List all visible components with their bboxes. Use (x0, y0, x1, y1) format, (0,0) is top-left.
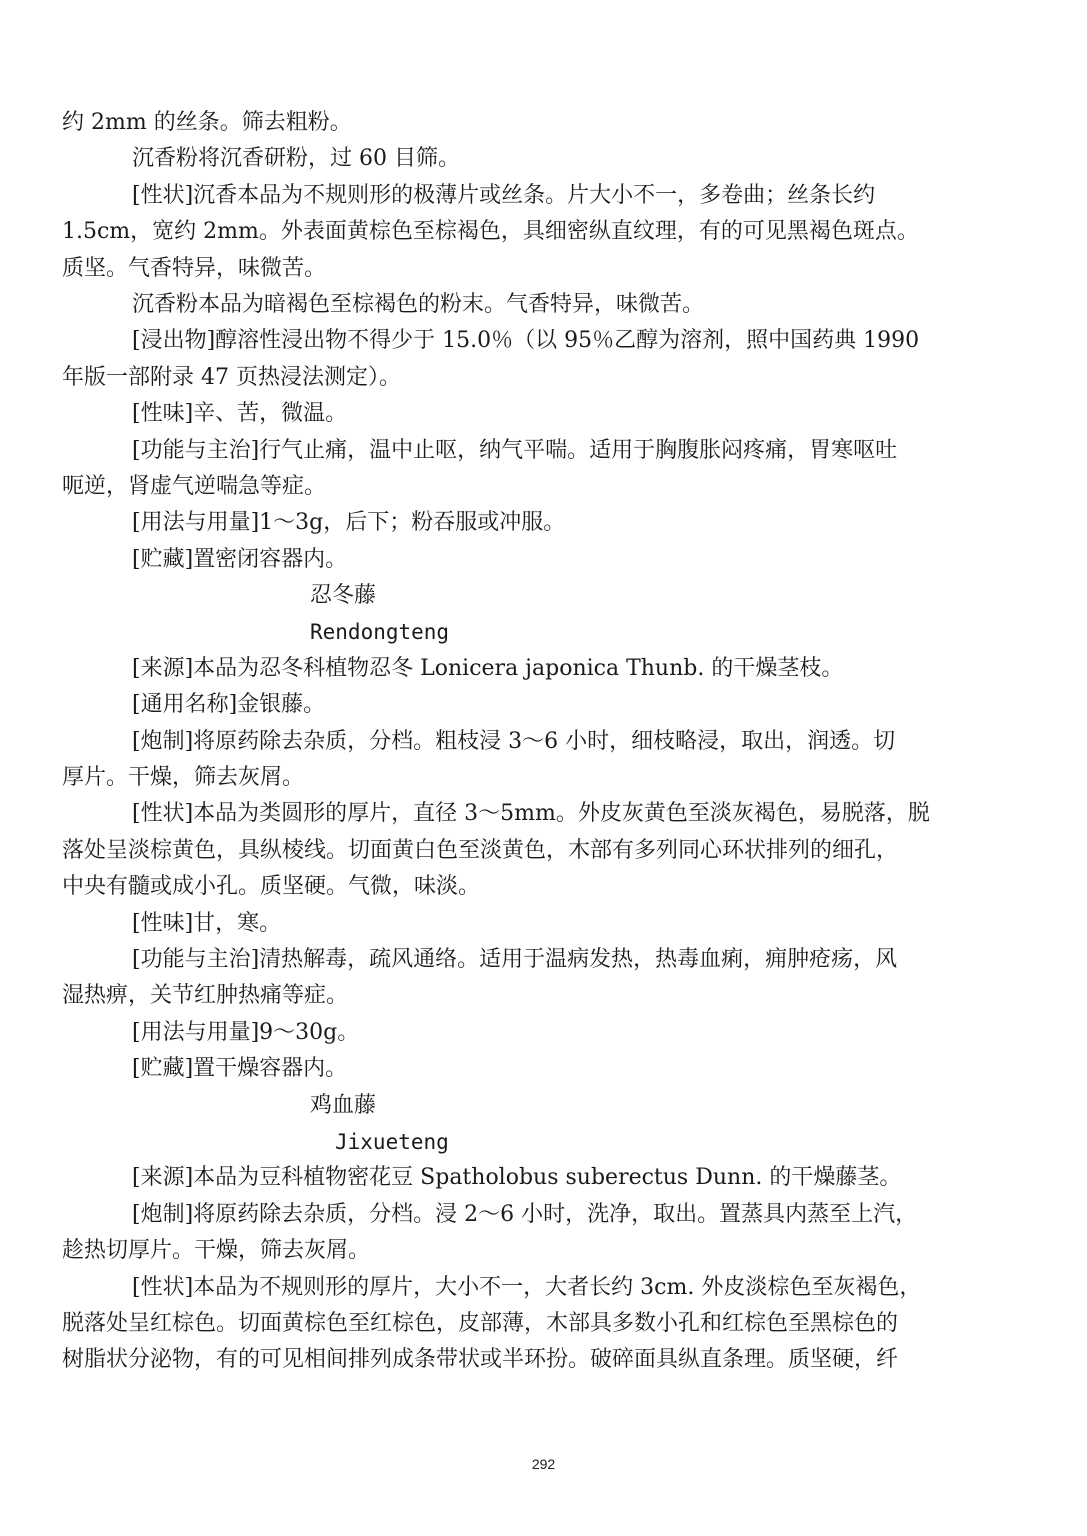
text-line: 厚片。干燥，筛去灰屑。 (62, 765, 305, 791)
text-line: 沉香粉将沉香研粉，过 60 目筛。 (132, 146, 460, 172)
text-line: 呃逆，肾虚气逆喘急等症。 (62, 473, 327, 499)
text-line: [用法与用量]9～30g。 (132, 1019, 360, 1045)
text-line: [贮藏]置密闭容器内。 (132, 546, 348, 572)
text-line: [用法与用量]1～3g，后下；粉吞服或冲服。 (132, 510, 566, 536)
text-line: [性味]辛、苦，微温。 (132, 401, 348, 427)
text-line: [性状]本品为类圆形的厚片，直径 3～5mm。外皮灰黄色至淡灰褐色，易脱落，脱 (132, 801, 930, 827)
text-line: [来源]本品为豆科植物密花豆 Spatholobus suberectus Dunn. 的干燥藤茎。 (132, 1165, 902, 1191)
entry-title: 忍冬藤 (310, 583, 377, 609)
text-line: 树脂状分泌物，有的可见相间排列成条带状或半环扮。破碎面具纵直条理。质坚硬，纤 (62, 1347, 899, 1373)
text-line: 质坚。气香特异，味微苦。 (62, 255, 327, 281)
text-line: [功能与主治]清热解毒，疏风通络。适用于温病发热，热毒血痢，痈肿疮疡，风 (132, 946, 898, 972)
text-line: 湿热痹，关节红肿热痛等症。 (62, 983, 349, 1009)
text-line: 1.5cm，宽约 2mm。外表面黄棕色至棕褐色，具细密纵直纹理，有的可见黑褐色斑点。 (62, 219, 919, 245)
text-line: [贮藏]置干燥容器内。 (132, 1056, 348, 1082)
page-number: 292 (531, 1456, 556, 1472)
text-line: [炮制]将原药除去杂质，分档。粗枝浸 3～6 小时，细枝略浸，取出，润透。切 (132, 728, 896, 754)
text-line: 脱落处呈红棕色。切面黄棕色至红棕色，皮部薄，木部具多数小孔和红棕色至黑棕色的 (62, 1310, 899, 1336)
text-line: 趁热切厚片。干燥，筛去灰屑。 (62, 1238, 371, 1264)
text-line: 约 2mm 的丝条。筛去粗粉。 (62, 110, 352, 135)
text-line: [性状]本品为不规则形的厚片，大小不一，大者长约 3cm. 外皮淡棕色至灰褐色， (132, 1274, 922, 1300)
text-line: 落处呈淡棕黄色，具纵棱线。切面黄白色至淡黄色，木部有多列同心环状排列的细孔， (62, 837, 899, 863)
document-body (62, 105, 1027, 1379)
text-line: 年版一部附录 47 页热浸法测定）。 (62, 364, 401, 390)
text-line: 中央有髓或成小孔。质坚硬。气微，味淡。 (62, 874, 481, 900)
entry-pinyin: Jixueteng (335, 1129, 449, 1154)
text-line: [浸出物]醇溶性浸出物不得少于 15.0％（以 95％乙醇为溶剂，照中国药典 1990 (132, 328, 920, 354)
text-line: [功能与主治]行气止痛，温中止呕，纳气平喘。适用于胸腹胀闷疼痛，胃寒呕吐 (132, 437, 898, 463)
text-line: [通用名称]金银藤。 (132, 692, 326, 718)
text-line: [性状]沉香本品为不规则形的极薄片或丝条。片大小不一，多卷曲；丝条长约 (132, 182, 876, 208)
entry-pinyin: Rendongteng (310, 620, 450, 645)
text-line: 沉香粉本品为暗褐色至棕褐色的粉末。气香特异，味微苦。 (132, 291, 705, 317)
text-line: [来源]本品为忍冬科植物忍冬 Lonicera japonica Thunb. 的干燥茎枝。 (132, 655, 844, 681)
entry-title: 鸡血藤 (310, 1092, 377, 1118)
text-line: [炮制]将原药除去杂质，分档。浸 2～6 小时，洗净，取出。置蒸具内蒸至上汽， (132, 1201, 918, 1227)
text-line: [性味]甘，寒。 (132, 910, 282, 936)
